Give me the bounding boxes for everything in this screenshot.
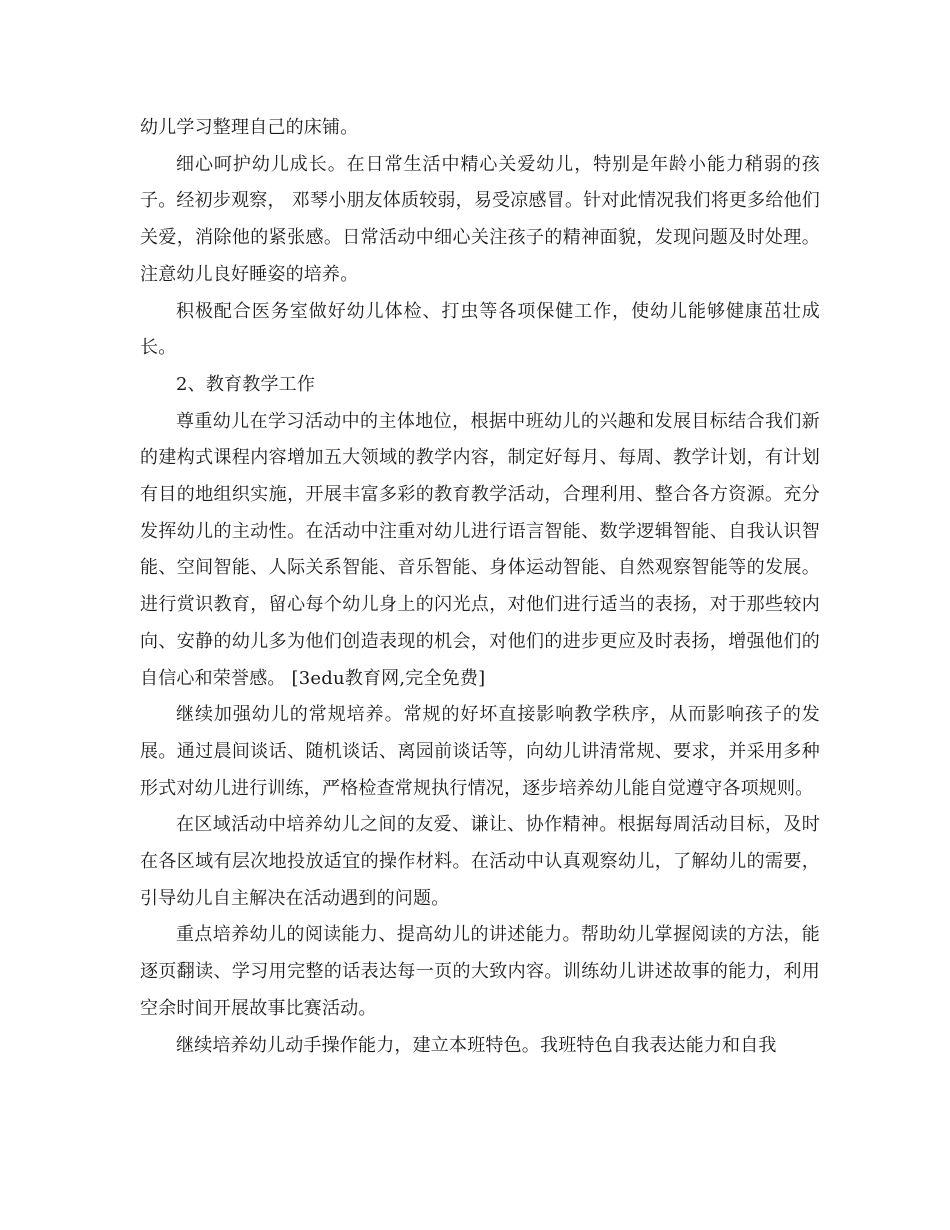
paragraph-7: 重点培养幼儿的阅读能力、提高幼儿的讲述能力。帮助幼儿掌握阅读的方法，能逐页翻读、学习用完整的话表达每一页的大致内容。训练幼儿讲述故事的能力，利用空余时间开展故事比赛活动。 [140, 924, 820, 1019]
paragraph-5: 继续加强幼儿的常规培养。常规的好坏直接影响教学秩序，从而影响孩子的发展。通过晨间谈话、随机谈话、离园前谈话等，向幼儿讲清常规、要求，并采用多种形式对幼儿进行训练，严格检查常规执行情况，逐步培养幼儿能自觉遵守各项规则。 [140, 704, 820, 799]
paragraph-4: 尊重幼儿在学习活动中的主体地位，根据中班幼儿的兴趣和发展目标结合我们新的建构式课程内容增加五大领域的教学内容，制定好每月、每周、教学计划，有计划有目的地组织实施，开展丰富多彩的教育教学活动，合理利用、整合各方资源。充分发挥幼儿的主动性。在活动中注重对幼儿进行语言智能、数学逻辑智能、自我认识智能、空间智能、人际关系智能、音乐智能、身体运动智能、自然观察智能等的发展。进行赏识教育，留心每个幼儿身上的闪光点，对他们进行适当的表扬，对于那些较内向、安静的幼儿多为他们创造表现的机会，对他们的进步更应及时表扬，增强他们的自信心和荣誉感。 [3edu教育网,完全免费] [140, 410, 820, 689]
paragraph-3: 积极配合医务室做好幼儿体检、打虫等各项保健工作，使幼儿能够健康茁壮成长。 [140, 300, 820, 359]
section-heading: 2、教育教学工作 [176, 373, 316, 395]
paragraph-6: 在区域活动中培养幼儿之间的友爱、谦让、协作精神。根据每周活动目标，及时在各区域有层次地投放适宜的操作材料。在活动中认真观察幼儿，了解幼儿的需要，引导幼儿自主解决在活动遇到的问题。 [140, 814, 820, 909]
document-body [140, 110, 820, 1064]
paragraph-8: 继续培养幼儿动手操作能力，建立本班特色。我班特色自我表达能力和自我 [176, 1034, 777, 1056]
paragraph-2: 细心呵护幼儿成长。在日常生活中精心关爱幼儿，特别是年龄小能力稍弱的孩子。经初步观察， 邓琴小朋友体质较弱，易受凉感冒。针对此情况我们将更多给他们关爱，消除他的紧张感。日常活动中细心关注孩子的精神面貌，发现问题及时处理。注意幼儿良好睡姿的培养。 [140, 153, 820, 285]
paragraph-1: 幼儿学习整理自己的床铺。 [140, 117, 359, 138]
